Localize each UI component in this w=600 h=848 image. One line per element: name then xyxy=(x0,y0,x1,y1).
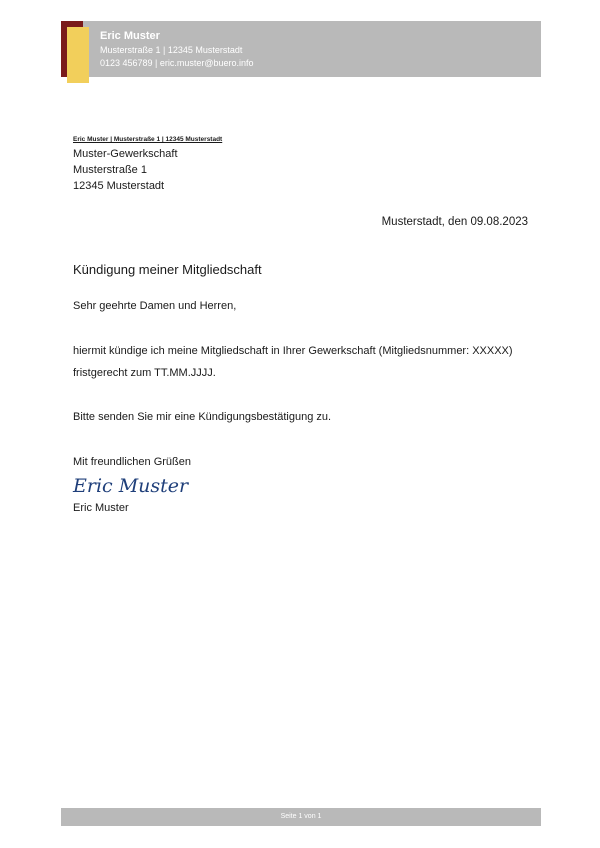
body-paragraph-2: Bitte senden Sie mir eine Kündigungsbestätigung zu. xyxy=(73,411,332,423)
letterhead-address: Musterstraße 1 | 12345 Musterstadt xyxy=(100,45,243,55)
page-number: Seite 1 von 1 xyxy=(280,813,322,820)
recipient-street: Musterstraße 1 xyxy=(73,164,147,176)
salutation: Sehr geehrte Damen und Herren, xyxy=(73,300,237,312)
sender-return-line: Eric Muster | Musterstraße 1 | 12345 Musterstadt xyxy=(73,136,223,143)
letter-subject: Kündigung meiner Mitgliedschaft xyxy=(73,262,262,277)
recipient-name: Muster-Gewerkschaft xyxy=(73,148,178,160)
closing: Mit freundlichen Grüßen xyxy=(73,456,191,468)
letterhead-contact: 0123 456789 | eric.muster@buero.info xyxy=(100,58,254,68)
letterhead-name: Eric Muster xyxy=(100,30,160,42)
footer-band xyxy=(61,808,541,826)
letterhead-accent-yellow xyxy=(67,27,89,83)
body-paragraph-1-line-2: fristgerecht zum TT.MM.JJJJ. xyxy=(73,367,216,379)
recipient-city: 12345 Musterstadt xyxy=(73,180,165,192)
letter-date: Musterstadt, den 09.08.2023 xyxy=(381,216,528,228)
printed-name: Eric Muster xyxy=(73,502,129,514)
body-paragraph-1-line-1: hiermit kündige ich meine Mitgliedschaft in Ihrer Gewerkschaft (Mitgliedsnummer: XXXXX) xyxy=(73,345,513,357)
handwritten-signature: Eric Muster xyxy=(73,475,189,497)
